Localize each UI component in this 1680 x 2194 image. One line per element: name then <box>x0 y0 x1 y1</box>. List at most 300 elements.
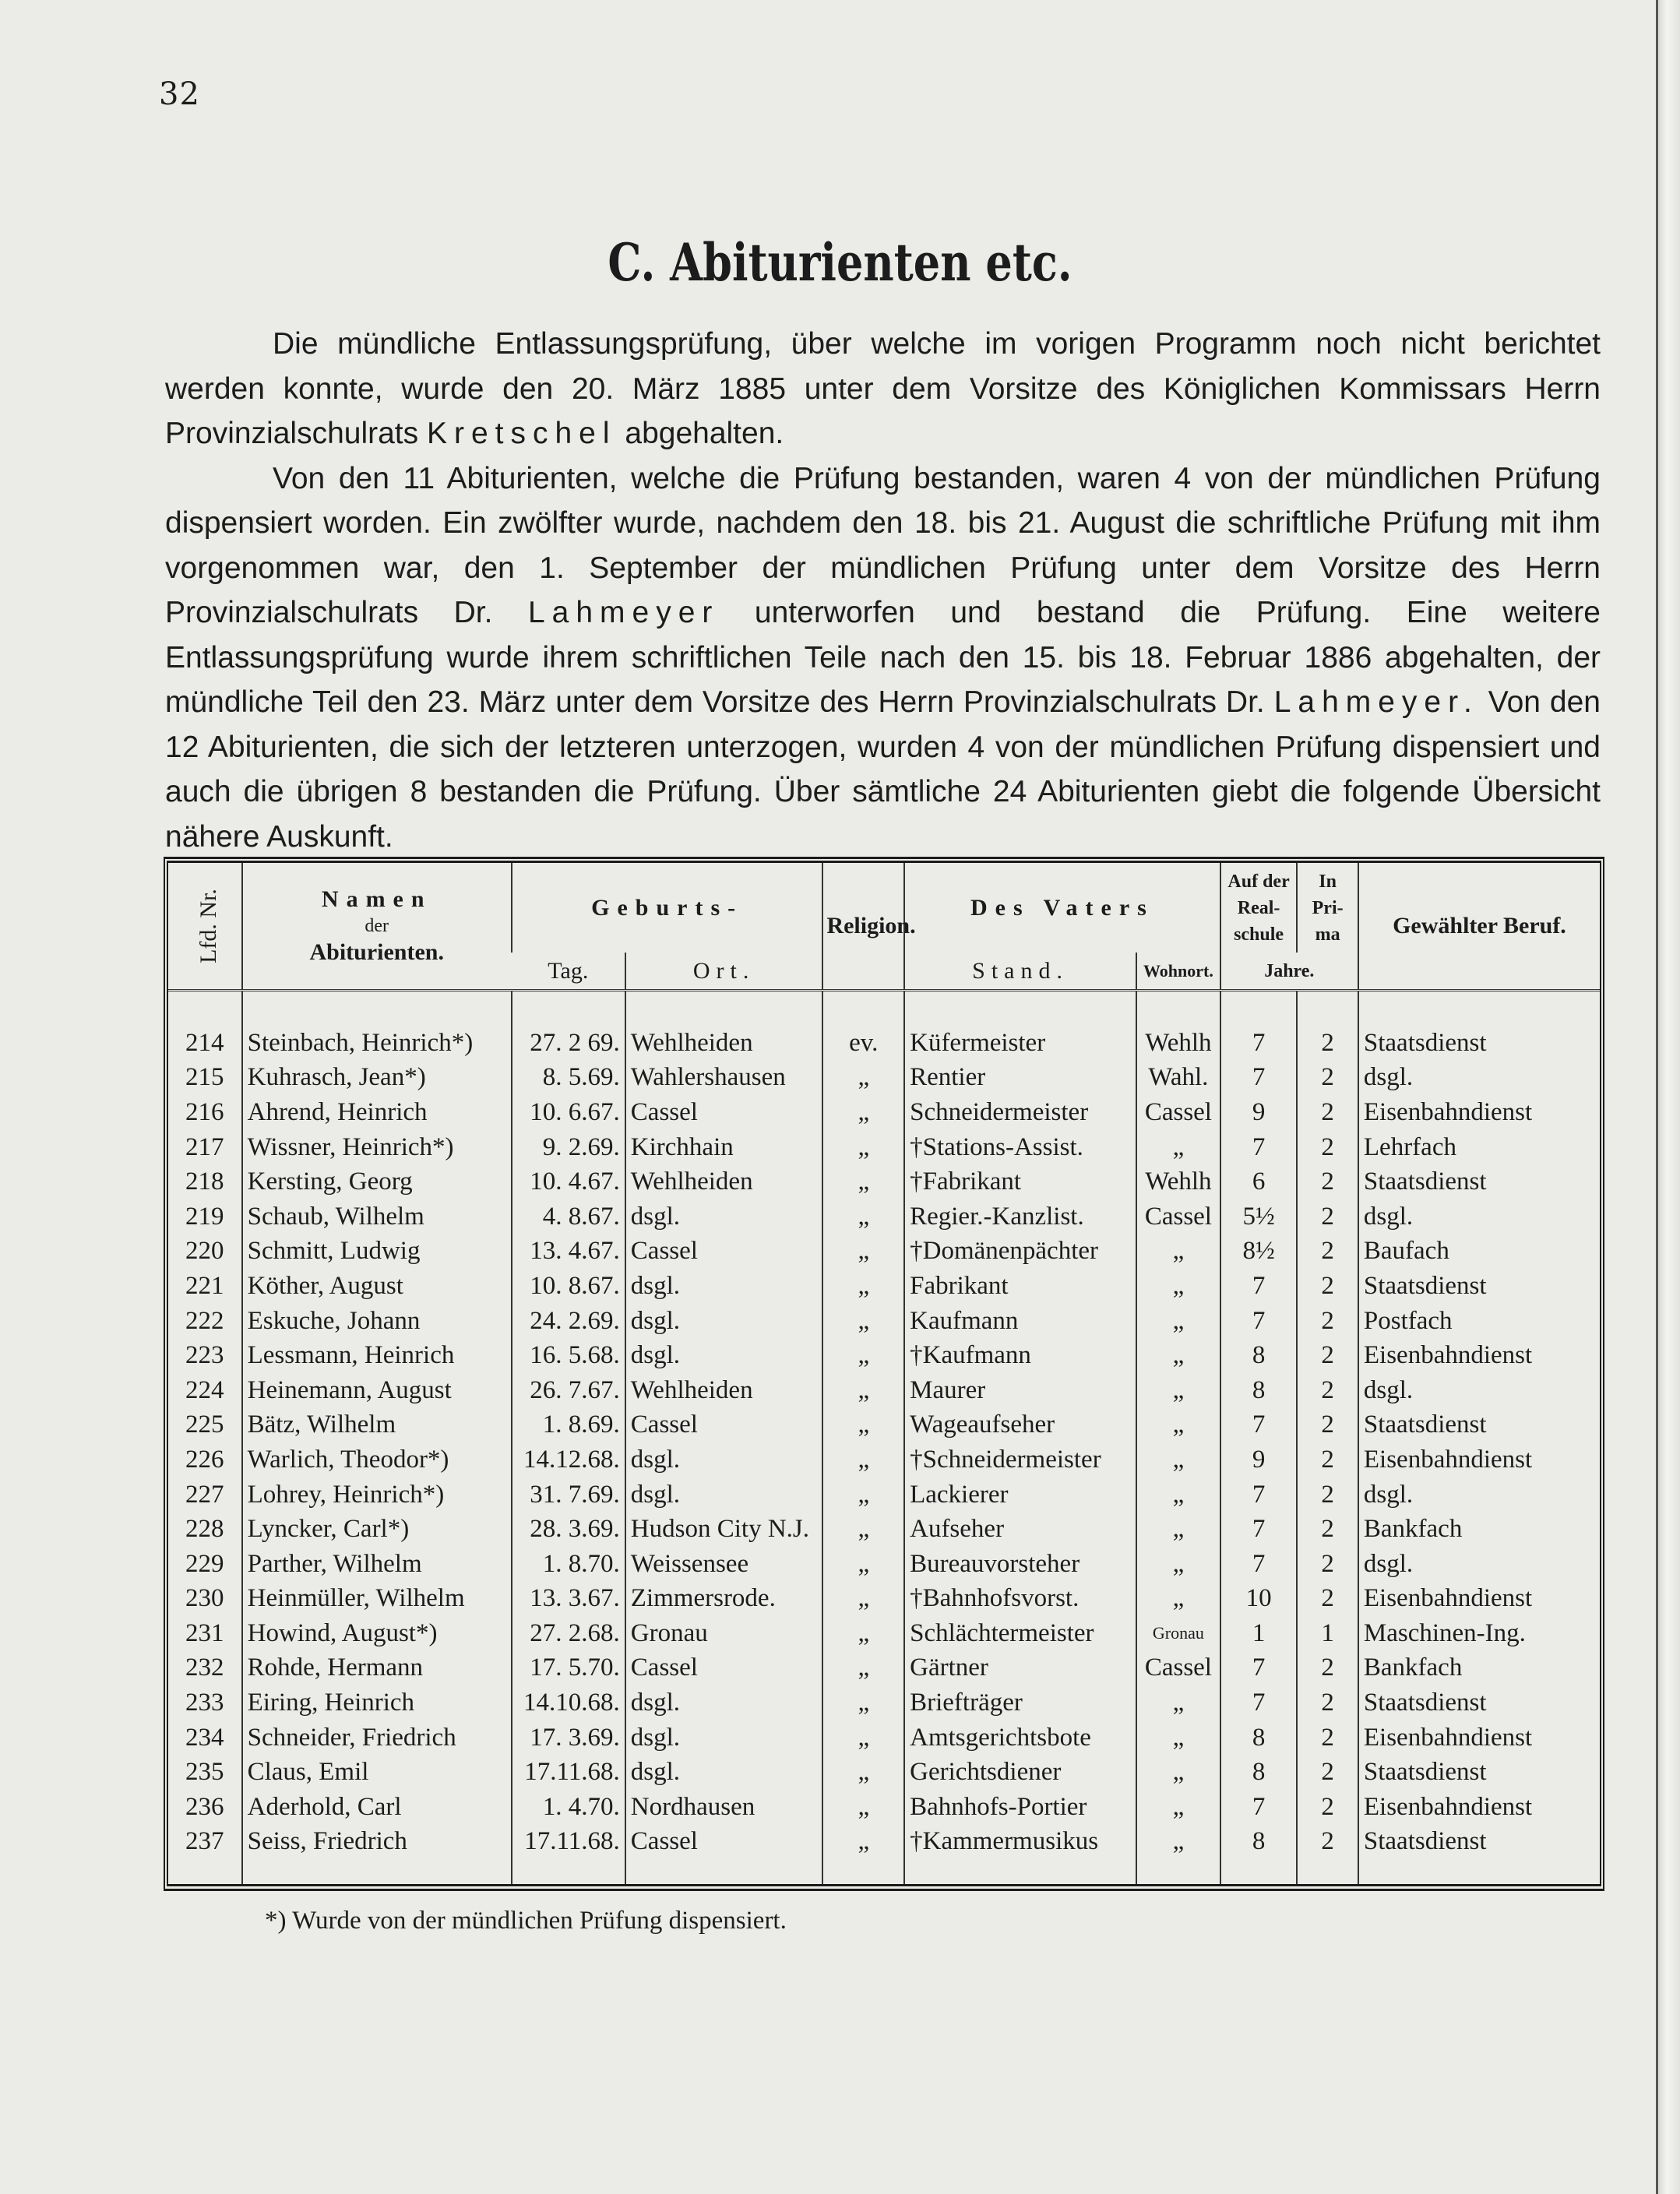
table-spacer-row <box>168 991 1600 1027</box>
cell-beruf: Bankfach <box>1358 1651 1600 1686</box>
header-religion <box>822 863 916 991</box>
cell-tag: 13. 4.67. <box>512 1234 625 1270</box>
cell-religion: „ <box>822 1512 904 1547</box>
name-lahmeyer-1: Lahmeyer <box>527 596 720 629</box>
cell-realschule: 7 <box>1220 1685 1298 1720</box>
header-beruf-label: Gewählter Beruf. <box>1393 913 1566 939</box>
cell-religion: „ <box>822 1304 904 1339</box>
cell-wohnort: „ <box>1136 1790 1220 1825</box>
table-row <box>168 1269 1600 1304</box>
cell-tag: 17. 3.69. <box>512 1720 625 1756</box>
cell-name: Seiss, Friedrich <box>242 1825 512 1860</box>
cell-prima: 2 <box>1297 1685 1358 1720</box>
cell-religion: „ <box>822 1408 904 1443</box>
paragraph-2-text-c: Von den 12 Abiturienten, die sich der letzteren unterzogen, wurden 4 von der mündlichen Prüfung dispensiert und auch die übrigen 8 bestanden die Prüfung. Über sämtliche 24 Abiturienten giebt die folgende Übersicht nähere Auskunft. <box>165 685 1601 854</box>
cell-nr: 215 <box>185 1063 224 1092</box>
cell-name: Lohrey, Heinrich*) <box>242 1477 512 1513</box>
cell-stand: Briefträger <box>904 1685 1136 1720</box>
cell-beruf: dsgl. <box>1358 1199 1600 1234</box>
cell-name: Heinmüller, Wilhelm <box>242 1582 512 1617</box>
cell-wohnort: „ <box>1136 1130 1220 1165</box>
table-row <box>168 1304 1600 1339</box>
cell-nr: 236 <box>185 1792 224 1821</box>
cell-nr: 216 <box>185 1097 224 1126</box>
cell-beruf: dsgl. <box>1358 1477 1600 1513</box>
table-bottom-spacer <box>168 1859 1600 1884</box>
table-row <box>168 1547 1600 1582</box>
cell-wohnort: „ <box>1136 1685 1220 1720</box>
cell-stand: †Domänenpächter <box>904 1234 1136 1270</box>
cell-prima: 2 <box>1297 1234 1358 1270</box>
cell-nr: 235 <box>185 1758 224 1787</box>
cell-prima: 2 <box>1297 1130 1358 1165</box>
cell-prima: 2 <box>1297 1026 1358 1061</box>
cell-ort: Nordhausen <box>625 1790 823 1825</box>
cell-ort: dsgl. <box>625 1720 823 1756</box>
cell-stand: Regier.-Kanzlist. <box>904 1199 1136 1234</box>
cell-tag: 17.11.68. <box>512 1755 625 1790</box>
cell-wohnort: Cassel <box>1136 1095 1220 1130</box>
cell-stand: Maurer <box>904 1373 1136 1408</box>
cell-stand: Wageaufseher <box>904 1408 1136 1443</box>
cell-tag: 17. 5.70. <box>512 1651 625 1686</box>
cell-prima: 2 <box>1297 1269 1358 1304</box>
cell-beruf: dsgl. <box>1358 1547 1600 1582</box>
table-header-row <box>168 863 1600 953</box>
cell-prima: 2 <box>1297 1547 1358 1582</box>
cell-realschule: 7 <box>1220 1269 1298 1304</box>
cell-nr: 234 <box>185 1723 224 1752</box>
cell-stand: †Kaufmann <box>904 1338 1136 1373</box>
cell-ort: Zimmersrode. <box>625 1582 823 1617</box>
table-row <box>168 1234 1600 1270</box>
cell-realschule: 8 <box>1220 1755 1298 1790</box>
cell-religion: „ <box>822 1477 904 1513</box>
table-row <box>168 1373 1600 1408</box>
cell-stand: Schlächtermeister <box>904 1616 1136 1651</box>
cell-name: Heinemann, August <box>242 1373 512 1408</box>
cell-realschule: 5½ <box>1220 1199 1298 1234</box>
header-tag-label: Tag. <box>548 957 589 984</box>
cell-religion: „ <box>822 1061 904 1096</box>
header-ort <box>625 953 823 990</box>
cell-prima: 2 <box>1297 1061 1358 1096</box>
cell-name: Bätz, Wilhelm <box>242 1408 512 1443</box>
page-number: 32 <box>159 76 200 112</box>
cell-religion: „ <box>822 1547 904 1582</box>
cell-name: Schaub, Wilhelm <box>242 1199 512 1234</box>
cell-beruf: Staatsdienst <box>1358 1408 1600 1443</box>
intro-text <box>165 322 1601 859</box>
cell-religion: „ <box>822 1582 904 1617</box>
cell-nr: 225 <box>185 1410 224 1439</box>
cell-beruf: Staatsdienst <box>1358 1164 1600 1199</box>
table-row <box>168 1164 1600 1199</box>
cell-ort: Cassel <box>625 1408 823 1443</box>
table-row <box>168 1512 1600 1547</box>
cell-ort: dsgl. <box>625 1199 823 1234</box>
cell-ort: Hudson City N.J. <box>625 1512 823 1547</box>
cell-tag: 27. 2 69. <box>512 1026 625 1061</box>
cell-nr: 226 <box>185 1445 224 1474</box>
cell-religion: „ <box>822 1095 904 1130</box>
header-jahre <box>1220 953 1358 990</box>
cell-prima: 2 <box>1297 1755 1358 1790</box>
cell-stand: †Schneidermeister <box>904 1442 1136 1477</box>
table-row <box>168 1720 1600 1756</box>
cell-realschule: 1 <box>1220 1616 1298 1651</box>
header-geburts-label: Geburts- <box>591 894 744 921</box>
cell-wohnort: Wehlh <box>1136 1026 1220 1061</box>
cell-beruf: Bankfach <box>1358 1512 1600 1547</box>
cell-name: Howind, August*) <box>242 1616 512 1651</box>
cell-ort: Cassel <box>625 1651 823 1686</box>
table-row <box>168 1755 1600 1790</box>
cell-beruf: Staatsdienst <box>1358 1026 1600 1061</box>
paragraph-1-text-b: abgehalten. <box>616 417 784 450</box>
header-jahre-label: Jahre. <box>1264 960 1315 981</box>
cell-ort: dsgl. <box>625 1442 823 1477</box>
cell-religion: „ <box>822 1720 904 1756</box>
cell-realschule: 8 <box>1220 1373 1298 1408</box>
cell-wohnort: Gronau <box>1136 1616 1220 1651</box>
cell-stand: Aufseher <box>904 1512 1136 1547</box>
header-realschule-label: Auf der Real-schule <box>1227 871 1290 945</box>
cell-ort: dsgl. <box>625 1685 823 1720</box>
cell-prima: 2 <box>1297 1477 1358 1513</box>
cell-nr: 218 <box>185 1167 224 1196</box>
header-prima-label: In Pri-ma <box>1312 871 1344 945</box>
cell-tag: 17.11.68. <box>512 1825 625 1860</box>
cell-name: Kuhrasch, Jean*) <box>242 1061 512 1096</box>
cell-religion: „ <box>822 1373 904 1408</box>
paragraph-1-text-a: Die mündliche Entlassungsprüfung, über welche im vorigen Programm noch nicht berichtet werden konnte, wurde den 20. März 1885 unter dem Vorsitze des Königlichen Kommissars Herrn Provinzialschulrats <box>165 327 1601 450</box>
table-row <box>168 1790 1600 1825</box>
header-geburts <box>512 863 823 953</box>
header-religion-label: Religion. <box>826 913 916 939</box>
header-ort-label: Ort. <box>692 957 755 984</box>
cell-tag: 24. 2.69. <box>512 1304 625 1339</box>
cell-religion: „ <box>822 1199 904 1234</box>
cell-nr: 214 <box>185 1028 224 1057</box>
cell-name: Steinbach, Heinrich*) <box>242 1026 512 1061</box>
header-lfd-nr <box>168 863 242 991</box>
cell-nr: 227 <box>185 1480 224 1509</box>
cell-wohnort: „ <box>1136 1755 1220 1790</box>
cell-ort: Kirchhain <box>625 1130 823 1165</box>
cell-ort: dsgl. <box>625 1338 823 1373</box>
cell-realschule: 6 <box>1220 1164 1298 1199</box>
cell-nr: 232 <box>185 1653 224 1682</box>
cell-stand: Lackierer <box>904 1477 1136 1513</box>
cell-wohnort: „ <box>1136 1512 1220 1547</box>
cell-name: Warlich, Theodor*) <box>242 1442 512 1477</box>
cell-ort: Wehlheiden <box>625 1026 823 1061</box>
cell-wohnort: Cassel <box>1136 1651 1220 1686</box>
cell-religion: „ <box>822 1442 904 1477</box>
cell-beruf: dsgl. <box>1358 1373 1600 1408</box>
cell-prima: 2 <box>1297 1442 1358 1477</box>
cell-nr: 231 <box>185 1618 224 1647</box>
cell-prima: 2 <box>1297 1512 1358 1547</box>
cell-nr: 229 <box>185 1549 224 1578</box>
cell-realschule: 9 <box>1220 1095 1298 1130</box>
cell-prima: 2 <box>1297 1790 1358 1825</box>
cell-tag: 10. 4.67. <box>512 1164 625 1199</box>
cell-beruf: Staatsdienst <box>1358 1685 1600 1720</box>
cell-realschule: 8 <box>1220 1720 1298 1756</box>
cell-realschule: 7 <box>1220 1651 1298 1686</box>
footnote: *) Wurde von der mündlichen Prüfung dispensiert. <box>265 1907 787 1935</box>
cell-stand: Rentier <box>904 1061 1136 1096</box>
cell-name: Kersting, Georg <box>242 1164 512 1199</box>
cell-tag: 28. 3.69. <box>512 1512 625 1547</box>
cell-wohnort: „ <box>1136 1373 1220 1408</box>
header-der-label: der <box>365 916 389 936</box>
cell-stand: Küfermeister <box>904 1026 1136 1061</box>
cell-ort: dsgl. <box>625 1304 823 1339</box>
cell-tag: 9. 2.69. <box>512 1130 625 1165</box>
cell-tag: 1. 8.69. <box>512 1408 625 1443</box>
table-row <box>168 1616 1600 1651</box>
cell-religion: ev. <box>822 1026 904 1061</box>
cell-stand: †Bahnhofsvorst. <box>904 1582 1136 1617</box>
cell-wohnort: Cassel <box>1136 1199 1220 1234</box>
cell-name: Schmitt, Ludwig <box>242 1234 512 1270</box>
cell-religion: „ <box>822 1234 904 1270</box>
cell-prima: 2 <box>1297 1651 1358 1686</box>
cell-realschule: 7 <box>1220 1547 1298 1582</box>
cell-ort: Cassel <box>625 1095 823 1130</box>
cell-prima: 2 <box>1297 1164 1358 1199</box>
table-row <box>168 1026 1600 1061</box>
cell-wohnort: „ <box>1136 1234 1220 1270</box>
cell-religion: „ <box>822 1685 904 1720</box>
cell-realschule: 7 <box>1220 1477 1298 1513</box>
name-lahmeyer-2: Lahmeyer. <box>1273 685 1479 719</box>
cell-beruf: Postfach <box>1358 1304 1600 1339</box>
cell-ort: Wahlershausen <box>625 1061 823 1096</box>
cell-wohnort: Wehlh <box>1136 1164 1220 1199</box>
header-lfd-label: Lfd. Nr. <box>195 889 221 963</box>
paragraph-1 <box>165 322 1601 456</box>
cell-wohnort: Wahl. <box>1136 1061 1220 1096</box>
cell-religion: „ <box>822 1651 904 1686</box>
cell-realschule: 7 <box>1220 1790 1298 1825</box>
cell-beruf: Lehrfach <box>1358 1130 1600 1165</box>
cell-nr: 228 <box>185 1515 224 1544</box>
cell-realschule: 9 <box>1220 1442 1298 1477</box>
cell-wohnort: „ <box>1136 1825 1220 1860</box>
cell-nr: 222 <box>185 1306 224 1335</box>
paragraph-2-text-a: Von den 11 Abiturienten, welche die Prüfung bestanden, waren 4 von der mündlichen Prüfung dispensiert worden. Ein zwölfter wurde, nachdem den 18. bis 21. August die schriftliche Prüfung mit ihm vorgenommen war, den 1. September der mündlichen Prüfung unter dem Vorsitze des Herrn Provinzialschulrats Dr. <box>165 461 1601 629</box>
cell-beruf: dsgl. <box>1358 1061 1600 1096</box>
table-row <box>168 1408 1600 1443</box>
cell-ort: Wehlheiden <box>625 1164 823 1199</box>
header-tag <box>512 953 625 990</box>
cell-stand: †Stations-Assist. <box>904 1130 1136 1165</box>
cell-wohnort: „ <box>1136 1442 1220 1477</box>
header-beruf <box>1358 863 1600 991</box>
cell-realschule: 7 <box>1220 1408 1298 1443</box>
cell-ort: Cassel <box>625 1825 823 1860</box>
header-abiturienten-label: Abiturienten. <box>309 939 444 965</box>
cell-name: Ahrend, Heinrich <box>242 1095 512 1130</box>
table-row <box>168 1442 1600 1477</box>
name-kretschel: Kretschel <box>426 417 617 450</box>
cell-name: Aderhold, Carl <box>242 1790 512 1825</box>
table-row <box>168 1130 1600 1165</box>
cell-wohnort: „ <box>1136 1338 1220 1373</box>
cell-tag: 1. 8.70. <box>512 1547 625 1582</box>
abiturienten-table <box>164 857 1604 1891</box>
cell-tag: 1. 4.70. <box>512 1790 625 1825</box>
header-in-prima <box>1297 863 1358 953</box>
header-wohnort-label: Wohnort. <box>1143 960 1213 981</box>
cell-religion: „ <box>822 1755 904 1790</box>
cell-religion: „ <box>822 1269 904 1304</box>
cell-name: Eiring, Heinrich <box>242 1685 512 1720</box>
table-row <box>168 1199 1600 1234</box>
cell-beruf: Staatsdienst <box>1358 1269 1600 1304</box>
cell-nr: 220 <box>185 1237 224 1266</box>
cell-stand: Schneidermeister <box>904 1095 1136 1130</box>
cell-stand: Bureauvorsteher <box>904 1547 1136 1582</box>
cell-tag: 10. 6.67. <box>512 1095 625 1130</box>
cell-ort: Gronau <box>625 1616 823 1651</box>
cell-wohnort: „ <box>1136 1582 1220 1617</box>
cell-nr: 221 <box>185 1271 224 1300</box>
cell-wohnort: „ <box>1136 1547 1220 1582</box>
cell-tag: 14.12.68. <box>512 1442 625 1477</box>
cell-realschule: 7 <box>1220 1304 1298 1339</box>
cell-nr: 217 <box>185 1132 224 1161</box>
cell-stand: Fabrikant <box>904 1269 1136 1304</box>
cell-nr: 224 <box>185 1375 224 1404</box>
cell-wohnort: „ <box>1136 1477 1220 1513</box>
cell-prima: 2 <box>1297 1095 1358 1130</box>
cell-tag: 4. 8.67. <box>512 1199 625 1234</box>
cell-realschule: 7 <box>1220 1026 1298 1061</box>
cell-wohnort: „ <box>1136 1408 1220 1443</box>
cell-realschule: 8½ <box>1220 1234 1298 1270</box>
cell-realschule: 8 <box>1220 1825 1298 1860</box>
cell-stand: Bahnhofs-Portier <box>904 1790 1136 1825</box>
cell-stand: †Kammermusikus <box>904 1825 1136 1860</box>
cell-prima: 2 <box>1297 1304 1358 1339</box>
cell-nr: 237 <box>185 1827 224 1856</box>
cell-prima: 2 <box>1297 1720 1358 1756</box>
table-row <box>168 1825 1600 1860</box>
header-namen-label: Namen <box>321 886 432 912</box>
cell-name: Claus, Emil <box>242 1755 512 1790</box>
cell-wohnort: „ <box>1136 1304 1220 1339</box>
cell-name: Rohde, Hermann <box>242 1651 512 1686</box>
cell-tag: 31. 7.69. <box>512 1477 625 1513</box>
cell-beruf: Eisenbahndienst <box>1358 1582 1600 1617</box>
cell-ort: Weissensee <box>625 1547 823 1582</box>
table-row <box>168 1685 1600 1720</box>
cell-stand: Gärtner <box>904 1651 1136 1686</box>
header-auf-der-realschule <box>1220 863 1298 953</box>
table-body <box>168 991 1600 1885</box>
cell-beruf: Staatsdienst <box>1358 1755 1600 1790</box>
cell-prima: 2 <box>1297 1373 1358 1408</box>
header-namen <box>242 863 512 991</box>
cell-beruf: Maschinen-Ing. <box>1358 1616 1600 1651</box>
cell-realschule: 10 <box>1220 1582 1298 1617</box>
cell-beruf: Eisenbahndienst <box>1358 1720 1600 1756</box>
cell-realschule: 7 <box>1220 1061 1298 1096</box>
table-row <box>168 1651 1600 1686</box>
cell-nr: 230 <box>185 1584 224 1613</box>
cell-name: Wissner, Heinrich*) <box>242 1130 512 1165</box>
table-row <box>168 1061 1600 1096</box>
cell-ort: dsgl. <box>625 1269 823 1304</box>
cell-beruf: Staatsdienst <box>1358 1825 1600 1860</box>
cell-prima: 1 <box>1297 1616 1358 1651</box>
cell-tag: 10. 8.67. <box>512 1269 625 1304</box>
cell-realschule: 7 <box>1220 1512 1298 1547</box>
paragraph-2-text-b: unterworfen und bestand die Prüfung. Eine weitere Entlassungsprüfung wurde ihrem schriftlichen Teile nach den 15. bis 18. Februar 1886 abgehalten, der mündliche Teil den 23. März unter dem Vorsitze des Herrn Provinzialschulrats Dr. <box>165 596 1601 719</box>
cell-religion: „ <box>822 1790 904 1825</box>
cell-ort: Cassel <box>625 1234 823 1270</box>
cell-wohnort: „ <box>1136 1269 1220 1304</box>
header-des-vaters-label: Des Vaters <box>970 894 1154 921</box>
cell-nr: 219 <box>185 1202 224 1231</box>
table-row <box>168 1095 1600 1130</box>
paragraph-2 <box>165 456 1601 860</box>
cell-religion: „ <box>822 1338 904 1373</box>
cell-tag: 16. 5.68. <box>512 1338 625 1373</box>
cell-prima: 2 <box>1297 1408 1358 1443</box>
cell-nr: 233 <box>185 1689 224 1717</box>
cell-tag: 13. 3.67. <box>512 1582 625 1617</box>
cell-beruf: Baufach <box>1358 1234 1600 1270</box>
cell-religion: „ <box>822 1130 904 1165</box>
cell-stand: Gerichtsdiener <box>904 1755 1136 1790</box>
cell-religion: „ <box>822 1825 904 1860</box>
cell-beruf: Eisenbahndienst <box>1358 1338 1600 1373</box>
cell-ort: dsgl. <box>625 1755 823 1790</box>
cell-beruf: Eisenbahndienst <box>1358 1790 1600 1825</box>
cell-beruf: Eisenbahndienst <box>1358 1095 1600 1130</box>
cell-religion: „ <box>822 1616 904 1651</box>
book-spine-edge <box>1656 0 1680 2194</box>
cell-tag: 8. 5.69. <box>512 1061 625 1096</box>
cell-name: Lyncker, Carl*) <box>242 1512 512 1547</box>
cell-name: Parther, Wilhelm <box>242 1547 512 1582</box>
cell-prima: 2 <box>1297 1199 1358 1234</box>
cell-beruf: Eisenbahndienst <box>1358 1442 1600 1477</box>
cell-stand: Amtsgerichtsbote <box>904 1720 1136 1756</box>
header-des-vaters <box>904 863 1220 953</box>
cell-stand: †Fabrikant <box>904 1164 1136 1199</box>
cell-wohnort: „ <box>1136 1720 1220 1756</box>
header-stand <box>904 953 1136 990</box>
cell-prima: 2 <box>1297 1825 1358 1860</box>
table-row <box>168 1477 1600 1513</box>
cell-name: Schneider, Friedrich <box>242 1720 512 1756</box>
cell-realschule: 8 <box>1220 1338 1298 1373</box>
header-stand-label: Stand. <box>972 957 1069 984</box>
cell-ort: Wehlheiden <box>625 1373 823 1408</box>
cell-nr: 223 <box>185 1341 224 1370</box>
cell-prima: 2 <box>1297 1582 1358 1617</box>
cell-name: Eskuche, Johann <box>242 1304 512 1339</box>
section-title: C. Abiturienten etc. <box>608 232 1072 293</box>
header-wohnort <box>1136 953 1220 990</box>
